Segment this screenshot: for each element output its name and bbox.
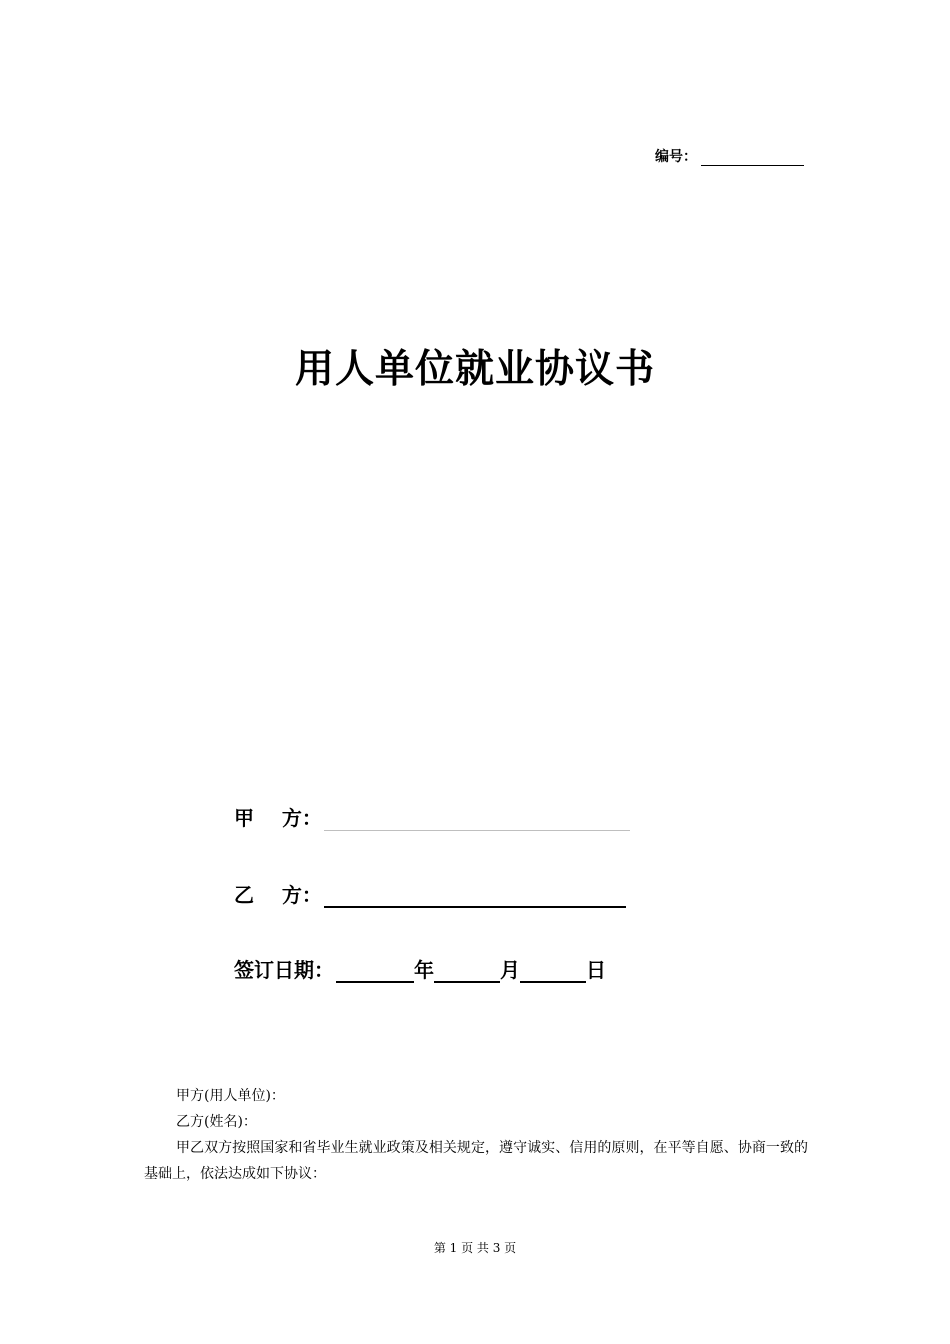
sign-date-label: 签订日期： xyxy=(234,958,334,982)
party-a-line: 甲方(用人单位)： xyxy=(176,1088,285,1104)
party-b-blank[interactable] xyxy=(324,884,626,908)
year-label: 年 xyxy=(414,958,434,982)
day-blank[interactable] xyxy=(520,959,586,983)
party-b-field xyxy=(234,879,626,908)
party-b-line: 乙方(姓名)： xyxy=(176,1114,257,1130)
document-title: 用人单位就业协议书 xyxy=(294,347,655,392)
serial-number-label: 编号： xyxy=(655,149,697,165)
party-a-label: 甲 方： xyxy=(234,806,322,830)
agreement-body xyxy=(144,1083,808,1187)
day-label: 日 xyxy=(586,958,606,982)
month-label: 月 xyxy=(500,958,520,982)
year-blank[interactable] xyxy=(336,959,414,983)
sign-date-field xyxy=(234,954,606,983)
serial-number-field xyxy=(655,146,804,166)
party-a-field xyxy=(234,802,630,831)
party-b-label: 乙 方： xyxy=(234,883,322,907)
page-footer: 第 1 页 共 3 页 xyxy=(433,1241,517,1255)
party-a-blank[interactable] xyxy=(324,808,630,831)
preamble-paragraph: 甲乙双方按照国家和省毕业生就业政策及相关规定，遵守诚实、信用的原则，在平等自愿、协商一致的基础上，依法达成如下协议： xyxy=(144,1140,808,1182)
month-blank[interactable] xyxy=(434,959,500,983)
serial-number-blank[interactable] xyxy=(701,151,804,166)
